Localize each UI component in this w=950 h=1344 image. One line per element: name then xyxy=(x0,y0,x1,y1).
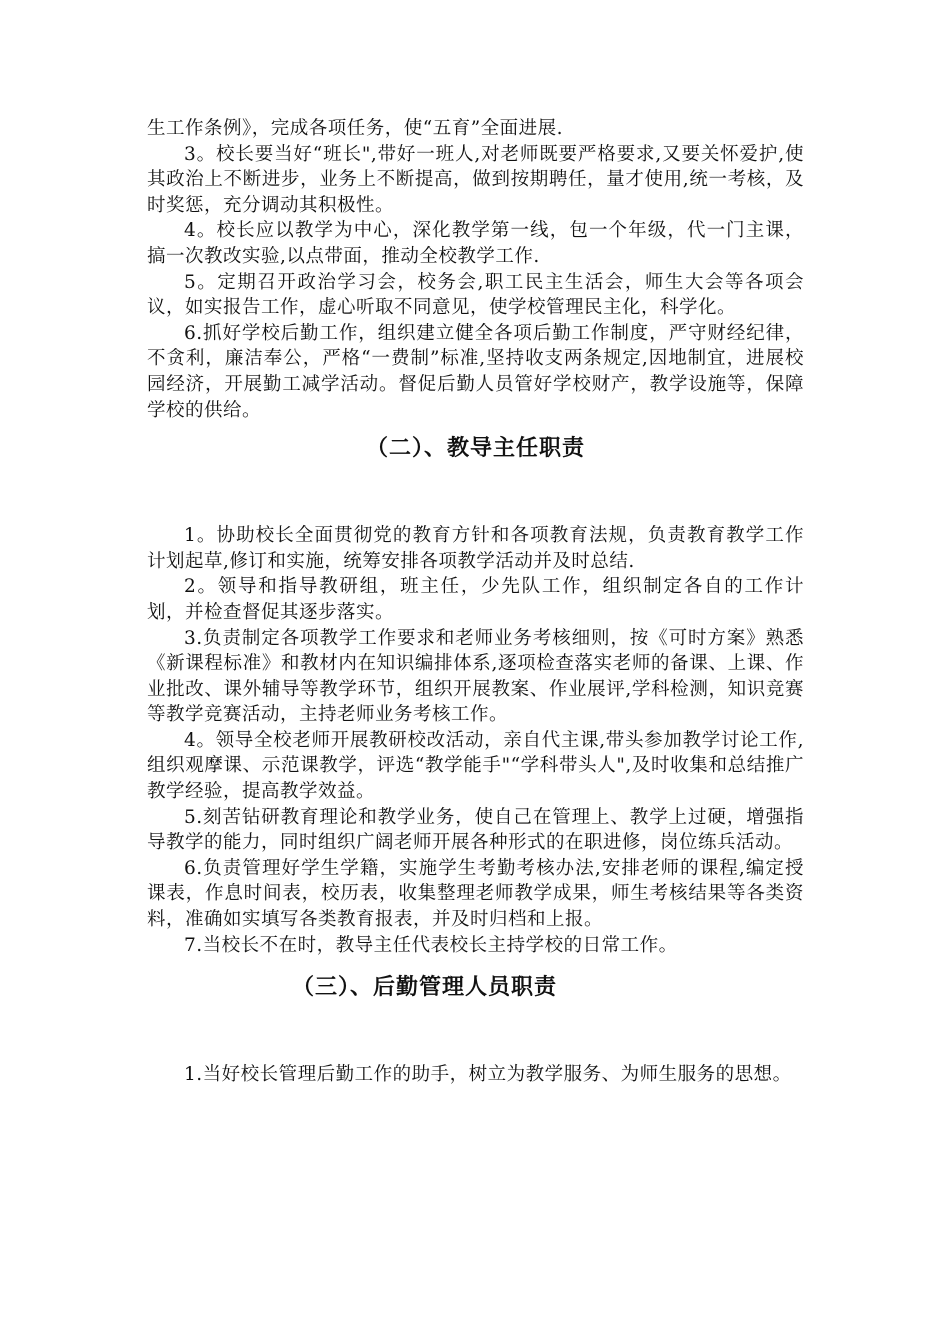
section1-item-3: 3。校长要当好“班长",带好一班人,对老师既要严格要求,又要关怀爱护,使其政治上不断进步，业务上不断提高，做到按期聘任，量才使用,统一考核，及时奖惩，充分调动其积极性。 xyxy=(147,143,804,216)
section2-item-2: 2。领导和指导教研组，班主任，少先队工作，组织制定各自的工作计划，并检查督促其逐步落实。 xyxy=(147,576,804,623)
section-heading-logistics: （三）、后勤管理人员职责 xyxy=(292,974,558,1001)
paragraph-continuation: 生工作条例》，完成各项任务，使“五育”全面进展. xyxy=(147,118,564,139)
section2-item-3: 3.负责制定各项教学工作要求和老师业务考核细则，按《可时方案》熟悉《新课程标准》和教材内在知识编排体系,逐项检查落实老师的备课、上课、作业批改、课外辅导等教学环节，组织开展教案、作业展评,学科检测，知识竞赛等教学竞赛活动，主持老师业务考核工作。 xyxy=(147,627,804,726)
section1-item-6: 6.抓好学校后勤工作，组织建立健全各项后勤工作制度，严守财经纪律，不贪利，廉洁奉公，严格“一费制”标准,坚持收支两条规定,因地制宜，进展校园经济，开展勤工减学活动。督促后勤人员管好学校财产，教学设施等，保障学校的供给。 xyxy=(147,322,804,421)
section1-item-5: 5。定期召开政治学习会，校务会,职工民主生活会，师生大会等各项会议，如实报告工作，虚心听取不同意见，使学校管理民主化，科学化。 xyxy=(147,271,804,319)
section-heading-dean: （二）、教导主任职责 xyxy=(365,435,585,462)
section2-item-5: 5.刻苦钻研教育理论和教学业务，使自己在管理上、教学上过硬，增强指导教学的能力，同时组织广阔老师开展各种形式的在职进修，岗位练兵活动。 xyxy=(147,806,804,854)
section2-item-7: 7.当校长不在时，教导主任代表校长主持学校的日常工作。 xyxy=(184,934,678,956)
section2-item-1: 1。协助校长全面贯彻党的教育方针和各项教育法规，负责教育教学工作计划起草,修订和实施，统筹安排各项教学活动并及时总结. xyxy=(147,525,804,572)
section1-item-4: 4。校长应以教学为中心，深化教学第一线，包一个年级，代一门主课，搞一次教改实验,以点带面，推动全校教学工作. xyxy=(147,220,804,267)
document-page xyxy=(147,116,804,1088)
section2-item-4: 4。领导全校老师开展教研校改活动，亲自代主课,带头参加教学讨论工作,组织观摩课、示范课教学，评选“教学能手"“学科带头人",及时收集和总结推广教学经验，提高教学效益。 xyxy=(147,729,804,803)
section3-item-1: 1.当好校长管理后勤工作的助手，树立为教学服务、为师生服务的思想。 xyxy=(184,1064,792,1086)
section2-item-6: 6.负责管理好学生学籍，实施学生考勤考核办法,安排老师的课程,编定授课表，作息时间表，校历表，收集整理老师教学成果，师生考核结果等各类资料，准确如实填写各类教育报表，并及时归档和上报。 xyxy=(147,857,804,931)
